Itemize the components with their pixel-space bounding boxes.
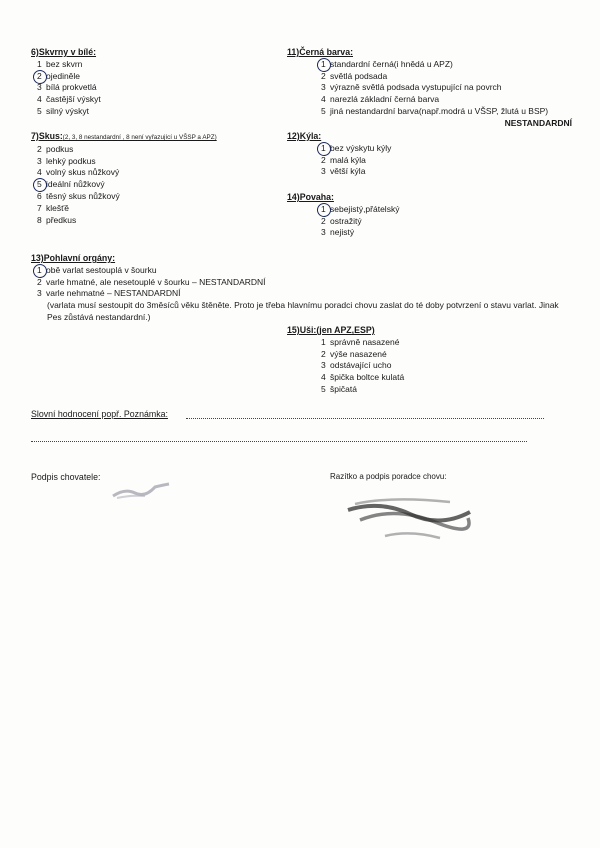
- option-item: 3 odstávající ucho: [321, 360, 392, 371]
- option-item-selected: 1 obě varlat sestouplá v šourku: [37, 264, 157, 275]
- option-item: 6 těsný skus nůžkový: [37, 190, 120, 201]
- section-skvrny: [31, 47, 101, 118]
- option-item-selected: 1 bez výskytu kýly: [321, 142, 392, 153]
- option-item: 1 bez skvrn: [37, 58, 83, 69]
- option-item: 5 silný výskyt: [37, 105, 89, 116]
- option-item: 4 častější výskyt: [37, 94, 101, 105]
- option-item: 2 varle hmatné, ale nesetouplé v šourku – NESTANDARDNÍ: [37, 276, 266, 287]
- option-item: 4 volný skus nůžkový: [37, 167, 120, 178]
- section-title: 12)Kýla:: [287, 131, 322, 141]
- option-item: 3 varle nehmatné – NESTANDARDNÍ: [37, 288, 181, 299]
- section-title: 13)Pohlavní orgány:: [31, 253, 116, 263]
- option-item: 2 světlá podsada: [321, 70, 388, 81]
- section-note: (2, 3, 8 nestandardní , 8 není vyřazující u VŠSP a APZ): [62, 134, 217, 141]
- section-povaha: [287, 192, 399, 239]
- option-item-selected: 1 standardní černá(i hnědá u APZ): [321, 58, 453, 69]
- section-kyla: [287, 131, 391, 178]
- advisor-signature-image: [340, 492, 480, 552]
- option-item-selected: 1 sebejistý,přátelský: [321, 203, 400, 214]
- nonstandard-note: NESTANDARDNÍ: [504, 117, 572, 128]
- section-skus: [31, 131, 217, 226]
- owner-signature-image: [105, 476, 175, 506]
- section-cerna-barva: [287, 47, 572, 130]
- advisor-signature-label: Razítko a podpis poradce chovu:: [330, 472, 447, 481]
- remarks-line: [31, 441, 527, 442]
- owner-signature-label: Podpis chovatele:: [31, 472, 101, 482]
- section-title: 7)Skus:(2, 3, 8 nestandardní , 8 není vyřazující u VŠSP a APZ): [31, 131, 217, 141]
- remarks-line: [186, 418, 544, 419]
- option-item: 8 předkus: [37, 214, 77, 225]
- option-item-selected: 2 ojediněle: [37, 70, 81, 81]
- option-item: 2 malá kýla: [321, 154, 366, 165]
- section-title: 6)Skvrny v bílé:: [31, 47, 97, 57]
- option-item: 1 správně nasazené: [321, 336, 400, 347]
- option-item-selected: 5 ideální nůžkový: [37, 179, 105, 190]
- option-item: 4 špička boltce kulatá: [321, 372, 405, 383]
- section-title: 11)Černá barva:: [287, 47, 354, 57]
- option-item: 5 jiná nestandardní barva(např.modrá u VŠSP, žlutá u BSP): [321, 105, 549, 116]
- section-title: 14)Povaha:: [287, 192, 334, 202]
- section-title: 15)Uši:(jen APZ,ESP): [287, 325, 375, 335]
- section-pohlavni-organy: [31, 253, 567, 324]
- section-usi: [287, 325, 404, 396]
- option-item: 2 podkus: [37, 143, 74, 154]
- option-item: 5 špičatá: [321, 383, 357, 394]
- option-item: 2 ostražitý: [321, 215, 362, 226]
- option-item: 2 výše nasazené: [321, 348, 387, 359]
- option-item: 3 nejistý: [321, 227, 355, 238]
- remarks-label: Slovní hodnocení popř. Poznámka:: [31, 409, 168, 419]
- section-explanation: (varlata musí sestoupit do 3měsíců věku štěněte. Proto je třeba hlavnímu poradci chovu zaslat do té doby potvrzení o stavu varlat. Jinak Pes zůstává nestandardní.): [47, 300, 559, 322]
- option-item: 3 bílá prokvetlá: [37, 82, 97, 93]
- option-item: 4 narezlá základní černá barva: [321, 94, 440, 105]
- option-item: 3 větší kýla: [321, 166, 366, 177]
- option-item: 3 lehký podkus: [37, 155, 96, 166]
- option-item: 3 výrazně světlá podsada vystupující na povrch: [321, 82, 502, 93]
- option-item: 7 klešťě: [37, 202, 70, 213]
